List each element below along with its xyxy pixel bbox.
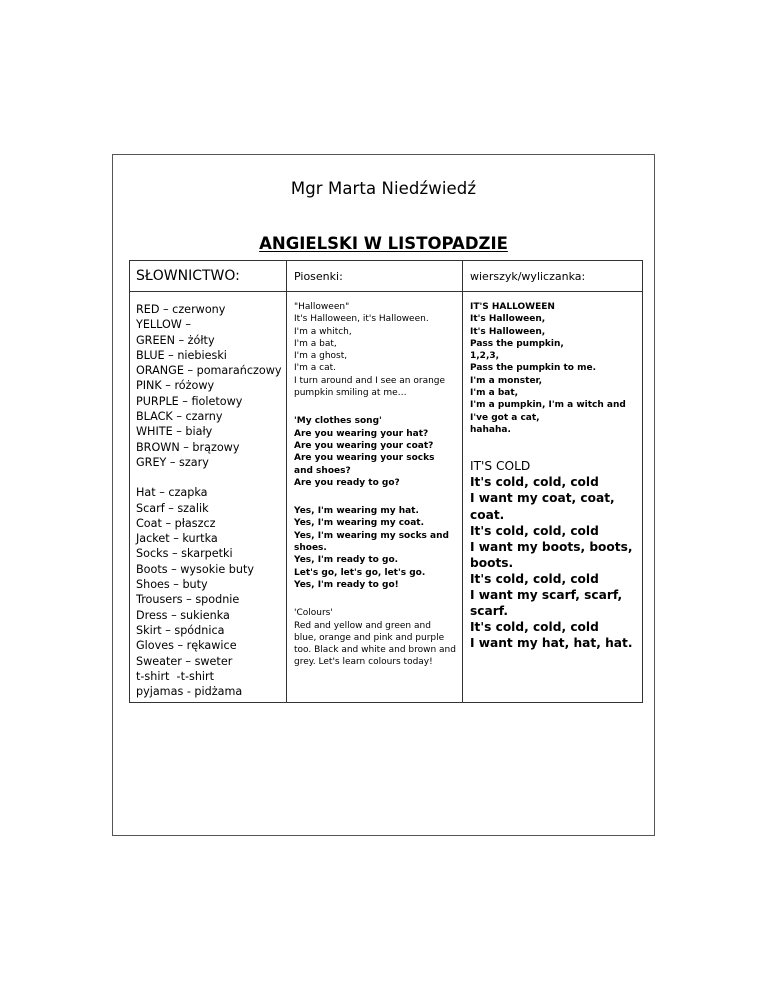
vocabulary-item: RED – czerwony bbox=[136, 303, 226, 316]
poem-line: I want my boots, boots, boots. bbox=[470, 539, 637, 570]
poem-line: I'm a bat, bbox=[470, 388, 519, 399]
vocabulary-item: Shoes – buty bbox=[136, 578, 208, 592]
vocabulary-item: GREEN – żółty bbox=[136, 333, 215, 347]
poem-line: It's Halloween, bbox=[470, 314, 546, 325]
vocabulary-clothes-list bbox=[136, 485, 286, 699]
vocabulary-item: Jacket – kurtka bbox=[136, 532, 218, 546]
vocabulary-item: Skirt – spódnica bbox=[136, 623, 225, 637]
song-halloween bbox=[294, 301, 456, 399]
song-my-clothes-answer bbox=[294, 505, 456, 591]
song-line: Yes, I'm wearing my hat. bbox=[294, 506, 419, 517]
poem-its-halloween bbox=[470, 301, 636, 436]
vocabulary-item: PURPLE – fioletowy bbox=[136, 394, 243, 408]
poem-its-cold bbox=[470, 458, 636, 651]
songs-cell bbox=[287, 292, 463, 703]
song-line: Are you wearing your socks and shoes? bbox=[294, 453, 438, 476]
vocabulary-item: Boots – wysokie buty bbox=[136, 562, 254, 576]
poem-line: I'm a monster, bbox=[470, 375, 543, 386]
vocabulary-item: Dress – sukienka bbox=[136, 608, 230, 622]
table-body-row bbox=[130, 292, 643, 703]
vocabulary-cell bbox=[130, 292, 287, 703]
vocabulary-item: BLUE – niebieski bbox=[136, 348, 227, 362]
song-line: "Halloween" bbox=[294, 302, 350, 312]
song-line: Yes, I'm wearing my socks and shoes. bbox=[294, 530, 453, 554]
vocabulary-item: Coat – płaszcz bbox=[136, 516, 216, 530]
song-line: Yes, I'm wearing my coat. bbox=[294, 518, 425, 529]
vocabulary-item: pyjamas - pidżama bbox=[136, 685, 243, 699]
vocabulary-item: GREY – szary bbox=[136, 455, 209, 469]
poem-its-cold-title: IT'S COLD bbox=[470, 459, 531, 474]
poem-line: It's cold, cold, cold bbox=[470, 475, 599, 490]
poem-line: It's cold, cold, cold bbox=[470, 620, 599, 635]
vocabulary-item: t-shirt -t-shirt bbox=[136, 669, 215, 683]
vocabulary-item: ORANGE – pomarańczowy bbox=[136, 364, 282, 378]
vocabulary-item: Scarf – szalik bbox=[136, 501, 209, 515]
vocabulary-item: Gloves – rękawice bbox=[136, 639, 237, 653]
vocabulary-item: BLACK – czarny bbox=[136, 410, 223, 424]
poem-line: I'm a pumpkin, I'm a witch and I've got a cat, bbox=[470, 400, 629, 423]
vocabulary-item: Sweater – sweter bbox=[136, 654, 233, 668]
vocabulary-item: Hat – czapka bbox=[136, 486, 208, 500]
vocabulary-item: PINK – różowy bbox=[136, 379, 215, 393]
poem-line: I want my scarf, scarf, scarf. bbox=[470, 588, 627, 619]
header-poems: wierszyk/wyliczanka: bbox=[463, 261, 643, 292]
poem-line: IT'S HALLOWEEN bbox=[470, 302, 555, 312]
poem-line: I want my hat, hat, hat. bbox=[470, 636, 633, 651]
poem-line: I want my coat, coat, coat. bbox=[470, 491, 619, 522]
song-line: Yes, I'm ready to go. bbox=[294, 555, 399, 566]
song-line: It's Halloween, it's Halloween. bbox=[294, 314, 429, 325]
header-vocabulary: SŁOWNICTWO: bbox=[130, 261, 287, 292]
song-line: I'm a whitch, bbox=[294, 326, 352, 337]
song-line: Let's go, let's go, let's go. bbox=[294, 567, 426, 578]
song-my-clothes bbox=[294, 415, 456, 489]
poem-line: It's cold, cold, cold bbox=[470, 571, 599, 586]
poem-line: It's Halloween, bbox=[470, 326, 546, 337]
poem-line: Pass the pumpkin, bbox=[470, 338, 564, 349]
song-line: I'm a cat. bbox=[294, 363, 336, 374]
song-line: 'My clothes song' bbox=[294, 416, 382, 427]
vocabulary-item: Trousers – spodnie bbox=[136, 593, 240, 607]
song-line: Are you wearing your coat? bbox=[294, 440, 434, 451]
vocabulary-item: Socks – skarpetki bbox=[136, 547, 233, 561]
document-page bbox=[112, 154, 655, 836]
song-line: Are you wearing your hat? bbox=[294, 428, 429, 439]
document-title: ANGIELSKI W LISTOPADZIE bbox=[259, 234, 508, 253]
poem-line: hahaha. bbox=[470, 424, 511, 435]
song-line: Are you ready to go? bbox=[294, 477, 400, 488]
vocabulary-colors-list bbox=[136, 302, 286, 470]
song-line: Red and yellow and green and blue, orange and pink and purple too. Black and white and brown and grey. Let's learn colours today! bbox=[294, 620, 459, 668]
vocabulary-item: YELLOW – bbox=[136, 318, 191, 332]
header-songs: Piosenki: bbox=[287, 261, 463, 292]
song-colours bbox=[294, 607, 459, 668]
song-line: I'm a ghost, bbox=[294, 351, 348, 362]
vocabulary-item: BROWN – brązowy bbox=[136, 440, 240, 454]
poem-line: 1,2,3, bbox=[470, 351, 500, 362]
author-name: Mgr Marta Niedźwiedź bbox=[290, 179, 477, 198]
song-line: Yes, I'm ready to go! bbox=[294, 579, 399, 590]
table-header-row bbox=[130, 261, 643, 292]
poem-line: Pass the pumpkin to me. bbox=[470, 363, 597, 374]
lesson-table bbox=[129, 260, 643, 703]
poem-line: It's cold, cold, cold bbox=[470, 523, 599, 538]
song-line: I'm a bat, bbox=[294, 338, 337, 349]
song-line: I turn around and I see an orange pumpkin smiling at me… bbox=[294, 375, 448, 399]
vocabulary-item: WHITE – biały bbox=[136, 425, 213, 439]
song-line: 'Colours' bbox=[294, 608, 333, 619]
poems-cell bbox=[463, 292, 643, 703]
